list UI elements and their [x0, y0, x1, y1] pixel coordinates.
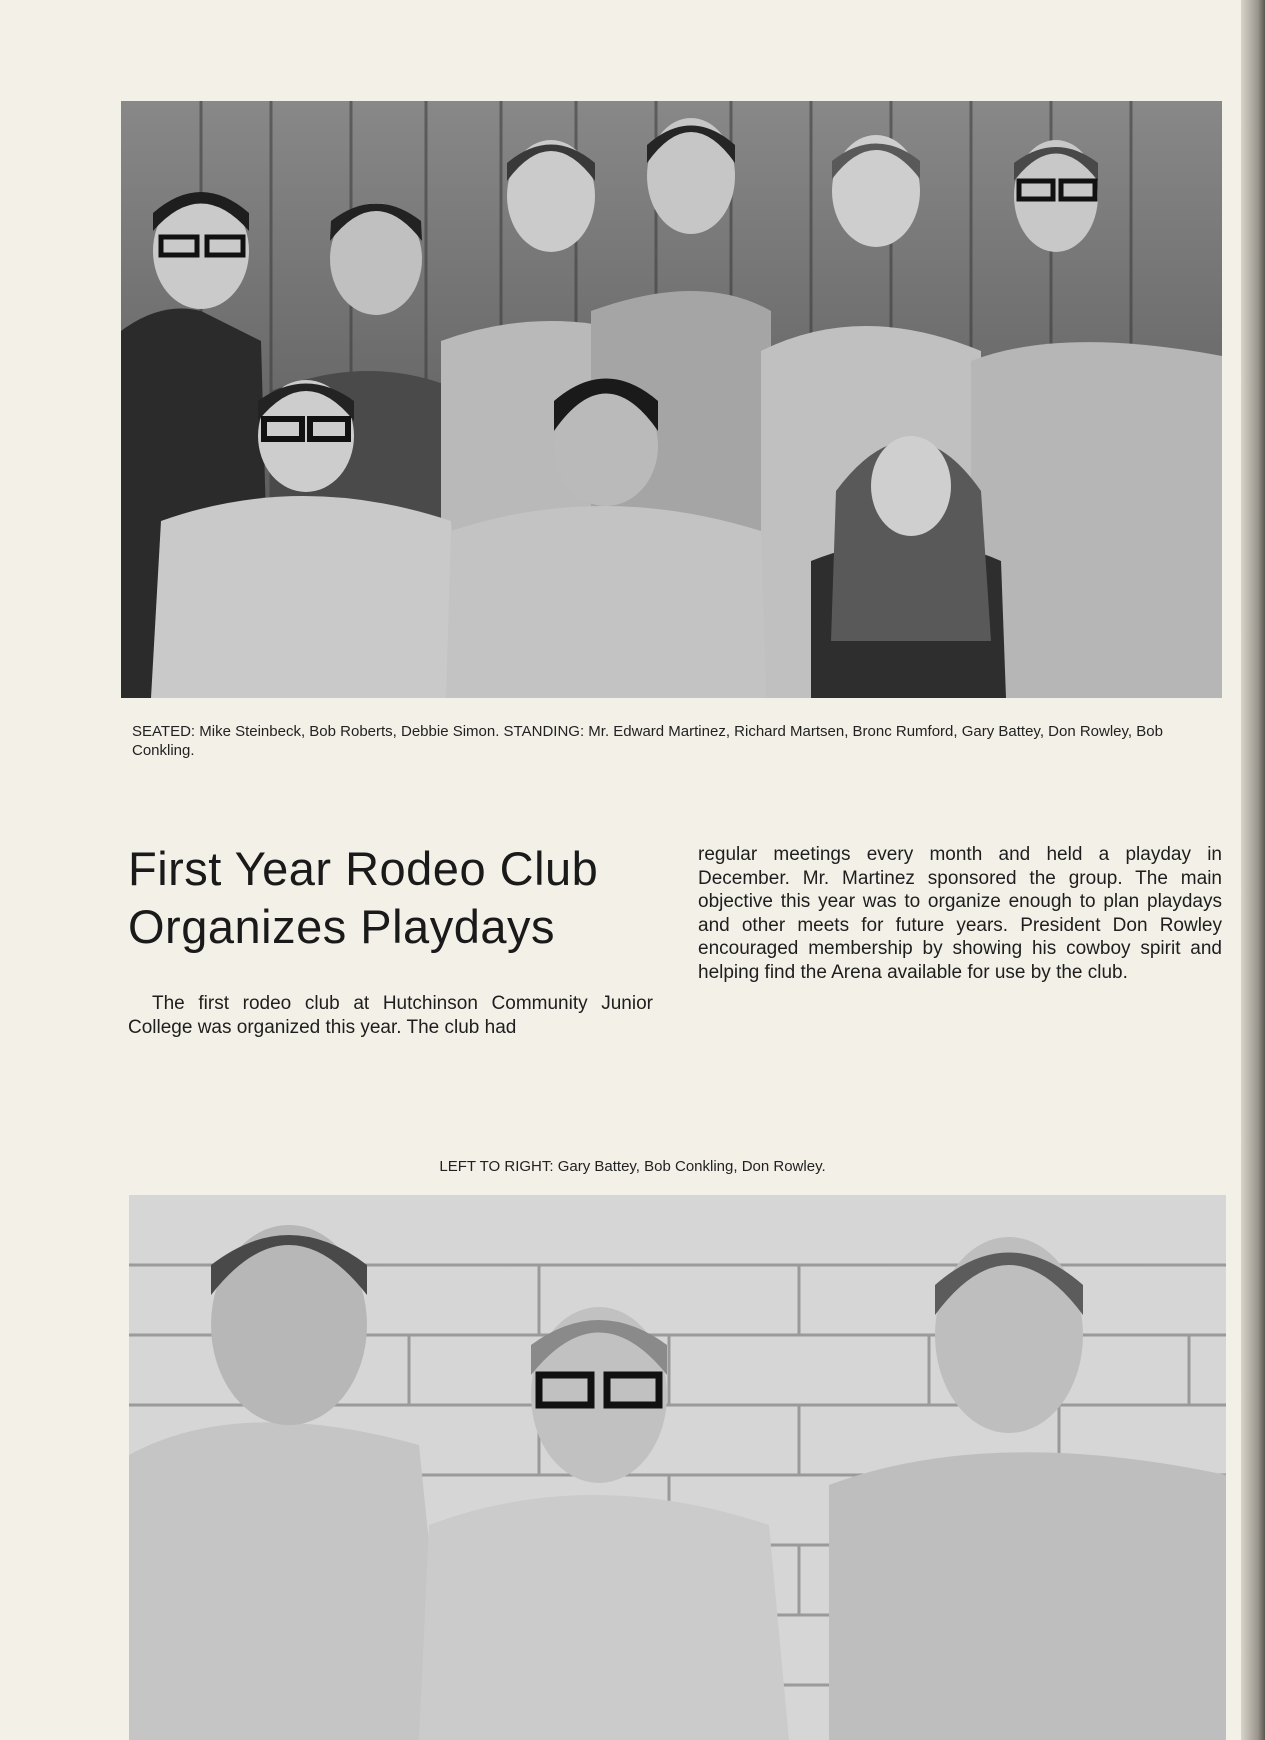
officers-photo	[129, 1195, 1226, 1740]
top-photo-caption: SEATED: Mike Steinbeck, Bob Roberts, Debbie Simon. STANDING: Mr. Edward Martinez, Richard Martsen, Bronc Rumford, Gary Battey, Don Rowley, Bob Conkling.	[132, 723, 1163, 759]
article-body-right-column: regular meetings every month and held a playday in December. Mr. Martinez sponsored the group. The main objective this year was to organize enough to plan playdays and other meets for future years. President Don Rowley encouraged membership by showing his cowboy spirit and helping find the Arena available for use by the club.	[698, 844, 1222, 983]
officers-photo-illustration	[129, 1195, 1226, 1740]
article-body-left-column: The first rodeo club at Hutchinson Community Junior College was organized this year. The club had	[128, 993, 653, 1038]
page-edge-shadow	[1241, 0, 1265, 1740]
group-photo-illustration	[121, 101, 1222, 698]
bottom-photo-caption: LEFT TO RIGHT: Gary Battey, Bob Conkling, Don Rowley.	[439, 1158, 826, 1175]
group-photo-rodeo-club	[121, 101, 1222, 698]
article-headline: First Year Rodeo Club Organizes Playdays	[128, 842, 599, 953]
